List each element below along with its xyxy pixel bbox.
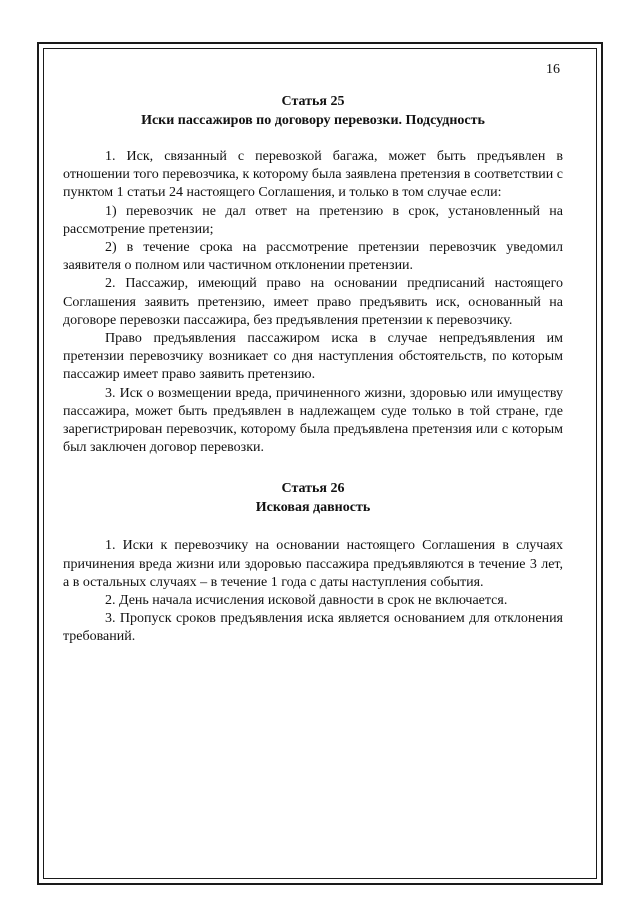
article-25-paragraph-1: 1. Иск, связанный с перевозкой багажа, может быть предъявлен в отношении того перевозчика, к которому была заявлена претензия в соответствии с пунктом 1 статьи 24 настоящего Соглашения, и только в том случае если: <box>63 149 563 201</box>
article-25-paragraph-2: 2. Пассажир, имеющий право на основании предписаний настоящего Соглашения заявить претензию, имеет право предъявить иск, основанный на договоре перевозки пассажира, без предъявления претензии к перевозчику. <box>63 276 563 328</box>
article-25-paragraph-3: 3. Иск о возмещении вреда, причиненного жизни, здоровью или имуществу пассажира, может быть предъявлен в надлежащем суде только в той стране, где зарегистрирован перевозчик, которому была предъявлена претензия или с которым был заключен договор перевозки. <box>63 385 563 456</box>
article-25-paragraph-2b: Право предъявления пассажиром иска в случае непредъявления им претензии перевозчику возникает со дня наступления обстоятельств, по которым пассажир имеет право заявить претензию. <box>63 331 563 383</box>
article-25-subitem-2: 2) в течение срока на рассмотрение претензии перевозчик уведомил заявителя о полном или частичном отклонении претензии. <box>63 240 563 274</box>
article-26-paragraph-1: 1. Иски к перевозчику на основании настоящего Соглашения в случаях причинения вреда жизни или здоровью пассажира предъявляются в течение 3 лет, а в остальных случаях – в течение 1 года с даты наступления события. <box>63 538 563 590</box>
document-body <box>63 92 563 647</box>
article-26-heading: Статья 26 <box>281 481 345 497</box>
article-25-subitem-1: 1) перевозчик не дал ответ на претензию в срок, установленный на рассмотрение претензии; <box>63 203 563 237</box>
article-26-paragraph-3: 3. Пропуск сроков предъявления иска является основанием для отклонения требований. <box>63 611 563 645</box>
article-25-heading: Статья 25 <box>281 94 345 109</box>
page-number: 16 <box>546 62 560 77</box>
article-26-paragraph-2: 2. День начала исчисления исковой давности в срок не включается. <box>105 593 508 609</box>
article-26-title: Исковая давность <box>255 500 371 516</box>
article-25-title: Иски пассажиров по договору перевозки. Подсудность <box>141 113 485 128</box>
